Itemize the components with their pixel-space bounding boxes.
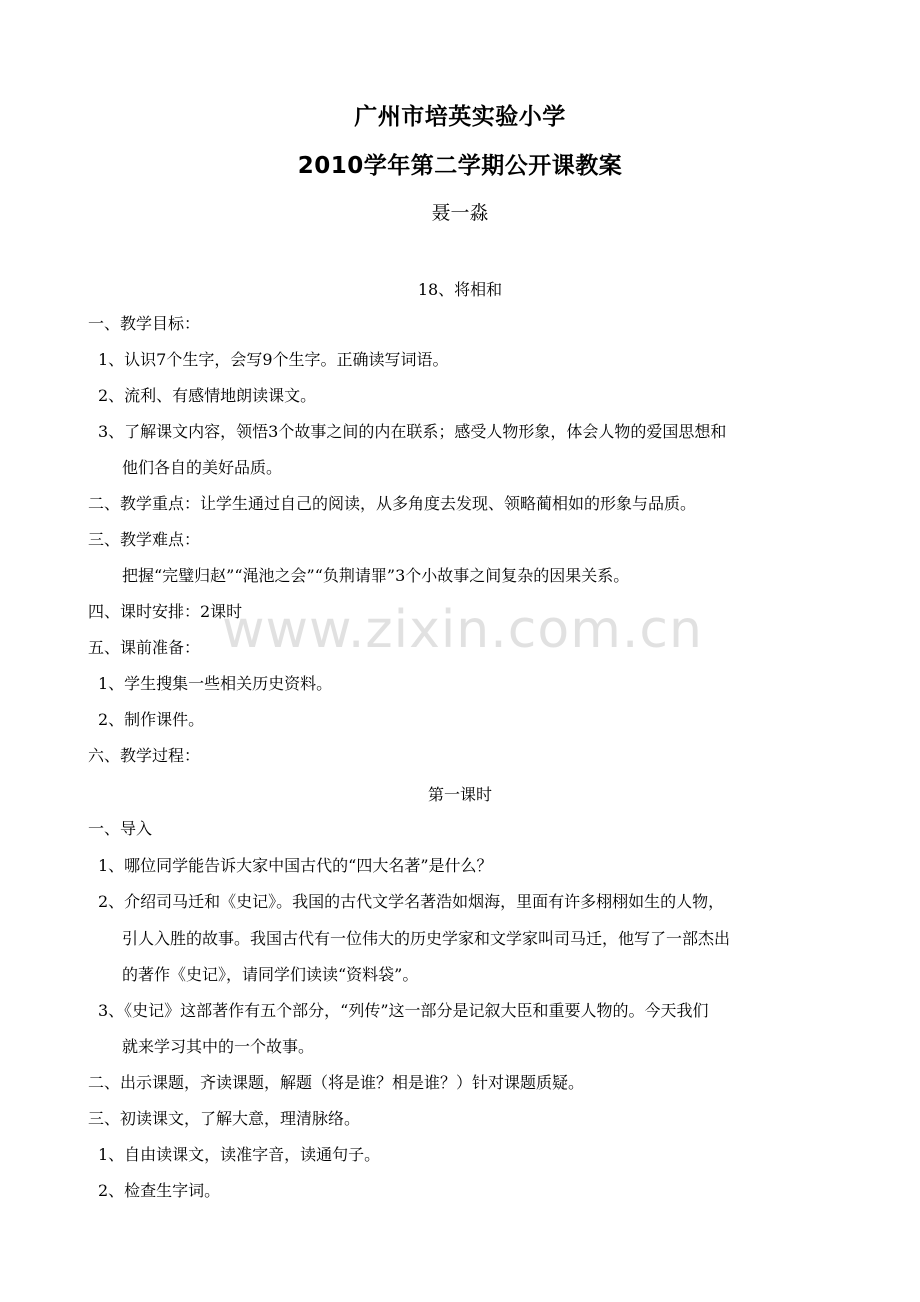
process-heading: 六、教学过程： xyxy=(88,746,201,765)
intro-item-3-continued: 就来学习其中的一个故事。 xyxy=(122,1037,315,1056)
intro-item-1: 1、哪位同学能告诉大家中国古代的“四大名著”是什么？ xyxy=(98,856,493,875)
first-period-heading: 第一课时 xyxy=(427,785,492,804)
goals-heading: 一、教学目标： xyxy=(88,314,201,333)
step-3-item-2: 2、检查生字词。 xyxy=(98,1181,221,1200)
key-points: 二、教学重点：让学生通过自己的阅读，从多角度去发现、领略蔺相如的形象与品质。 xyxy=(88,494,697,513)
goal-item-1: 1、认识7个生字，会写9个生字。正确读写词语。 xyxy=(98,350,449,369)
intro-item-2: 2、介绍司马迁和《史记》。我国的古代文学名著浩如烟海，里面有许多栩栩如生的人物， xyxy=(98,892,725,911)
goal-item-3-continued: 他们各自的美好品质。 xyxy=(122,458,283,477)
term-title: 2010学年第二学期公开课教案 xyxy=(297,153,623,179)
prep-item-2: 2、制作课件。 xyxy=(98,710,205,729)
intro-item-2-continued: 引人入胜的故事。我国古代有一位伟大的历史学家和文学家叫司马迁，他写了一部杰出 xyxy=(122,929,731,948)
intro-item-3: 3、《史记》这部著作有五个部分，“列传”这一部分是记叙大臣和重要人物的。今天我们 xyxy=(98,1001,709,1020)
difficulty-heading: 三、教学难点： xyxy=(88,530,201,549)
intro-heading: 一、导入 xyxy=(88,819,153,838)
step-2: 二、出示课题，齐读课题，解题（将是谁？相是谁？）针对课题质疑。 xyxy=(88,1073,585,1092)
watermark: www.zixin.com.cn xyxy=(222,600,703,660)
author-name: 聂一淼 xyxy=(431,202,489,224)
goal-item-2: 2、流利、有感情地朗读课文。 xyxy=(98,386,317,405)
school-name: 广州市培英实验小学 xyxy=(354,104,566,130)
prep-heading: 五、课前准备： xyxy=(88,638,201,657)
lesson-title: 18、将相和 xyxy=(417,280,503,299)
goal-item-3: 3、了解课文内容，领悟3个故事之间的内在联系；感受人物形象，体会人物的爱国思想和 xyxy=(98,422,727,441)
prep-item-1: 1、学生搜集一些相关历史资料。 xyxy=(98,674,333,693)
step-3-item-1: 1、自由读课文，读准字音，读通句子。 xyxy=(98,1145,381,1164)
schedule: 四、课时安排：2课时 xyxy=(88,602,243,621)
intro-item-2-end: 的著作《史记》，请同学们读读“资料袋”。 xyxy=(122,965,419,984)
difficulty-text: 把握“完璧归赵”“渑池之会”“负荆请罪”3个小故事之间复杂的因果关系。 xyxy=(122,566,630,585)
step-3: 三、初读课文，了解大意，理清脉络。 xyxy=(88,1109,361,1128)
